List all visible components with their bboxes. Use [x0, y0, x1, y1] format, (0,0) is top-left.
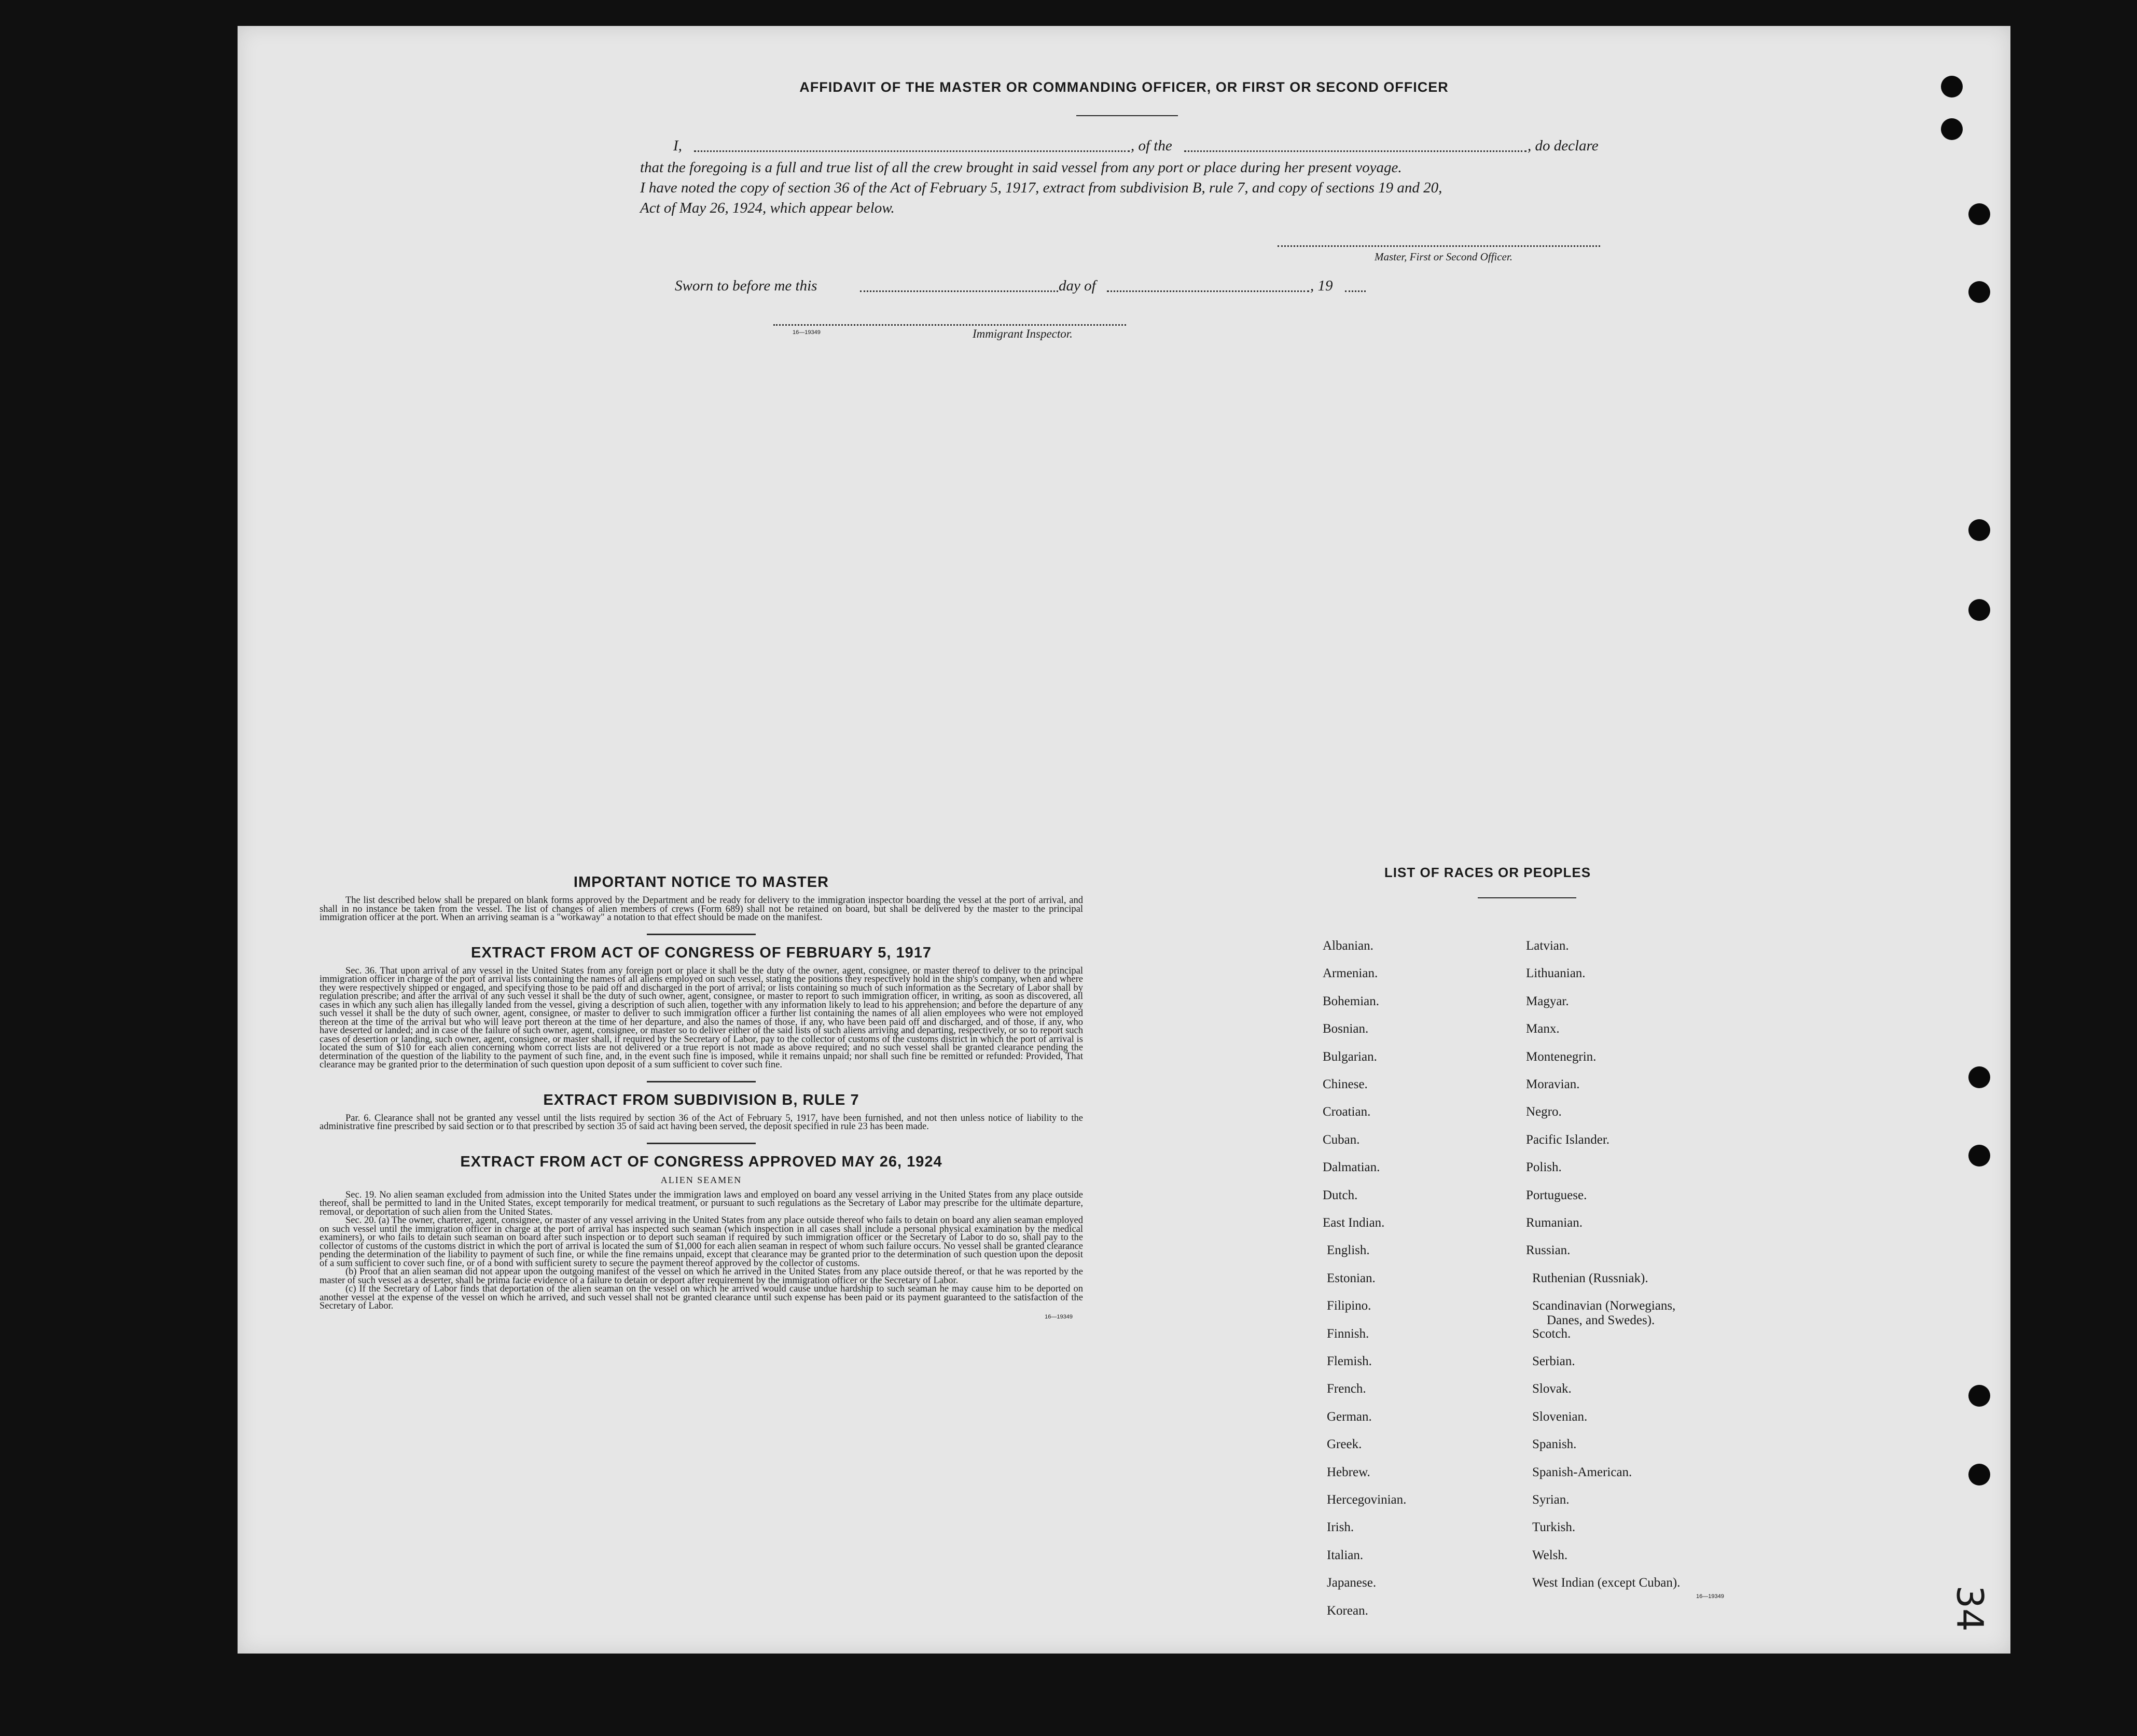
rule-7-text: Par. 6. Clearance shall not be granted any vessel until the lists required by section 36 of the Act of February 5, 1917, have been furnished, and not then unless notice of liability to the administrative fine prescribed by said section or to that prescribed by section 35 of said act having been served, the deposit specified in rule 23 has been made.: [320, 1113, 1083, 1132]
race-item: Bosnian.: [1323, 1022, 1369, 1036]
race-item: Korean.: [1327, 1603, 1368, 1618]
affidavit-i: I,: [673, 137, 682, 154]
rule-7-divider: [647, 1143, 756, 1144]
races-divider: [1478, 897, 1576, 898]
extract-1924-text: [320, 1191, 1083, 1311]
race-item: Manx.: [1526, 1022, 1560, 1036]
binder-hole: [1941, 76, 1963, 98]
binder-hole: [1968, 1145, 1990, 1166]
extract-1917-title: EXTRACT FROM ACT OF CONGRESS OF FEBRUARY 5, 1917: [470, 944, 932, 961]
sworn-month-field[interactable]: [1107, 290, 1309, 292]
vessel-field[interactable]: [1184, 150, 1527, 152]
legal-extracts: [320, 874, 1083, 1320]
race-item: Cuban.: [1323, 1132, 1360, 1147]
sec-20c-text: (c) If the Secretary of Labor finds that deportation of the alien seaman on the vessel on which he arrived would cause undue hardship to such seaman he may cause him to be deported on another vessel at the expense of the vessel on which he arrived, and such vessel shall not be granted clearance until such expense has been paid or its payment guaranteed to the satisfaction of the Secretary of Labor.: [320, 1284, 1083, 1311]
affidavit-form-number: 16—19349: [793, 329, 821, 336]
binder-hole: [1968, 281, 1990, 303]
notice-text: The list described below shall be prepared on blank forms approved by the Department and be ready for delivery to the immigration inspector boarding the vessel at the port of arrival, and shall in no instance be taken from the vessel. The list of changes of alien members of crews (Form 689) shall not be retained on board, but shall be delivered by the master to the principal immigration officer at the port. When an arriving seaman is a "workaway" a notation to that effect should be made on the manifest.: [320, 895, 1083, 923]
affidavit-title: AFFIDAVIT OF THE MASTER OR COMMANDING OFFICER, OR FIRST OR SECOND OFFICER: [799, 79, 1449, 95]
race-item: Moravian.: [1526, 1077, 1580, 1091]
race-item: Hebrew.: [1327, 1465, 1370, 1479]
race-item: Danes, and Swedes).: [1547, 1313, 1655, 1328]
notice-divider: [647, 934, 756, 935]
binder-hole: [1941, 118, 1963, 140]
binder-hole: [1968, 203, 1990, 225]
race-item: Syrian.: [1532, 1493, 1570, 1507]
race-item: Croatian.: [1323, 1105, 1371, 1119]
inspector-signature-label: Immigrant Inspector.: [973, 327, 1073, 340]
race-item: Bohemian.: [1323, 994, 1380, 1008]
race-item: Latvian.: [1526, 939, 1569, 953]
race-item: Finnish.: [1327, 1326, 1369, 1341]
document-page: [238, 26, 2010, 1654]
race-item: Slovenian.: [1532, 1409, 1588, 1424]
sworn-label: Sworn to before me this: [675, 277, 817, 294]
master-signature-label: Master, First or Second Officer.: [1375, 251, 1512, 263]
race-item: Polish.: [1526, 1160, 1562, 1175]
extract-1917-text: Sec. 36. That upon arrival of any vessel in the United States from any foreign port or place it shall be the duty of the owner, agent, consignee, or master thereof to deliver to the principal immigration officer in charge of the port of arrival lists containing the names of all aliens employed on such vessel, stating the positions they respectively hold in the ship's company, when and where they were respectively shipped or engaged, and specifying those to be paid off and discharged in the port of arrival; or lists containing so much of such information as the Secretary of Labor shall by regulation prescribe; and after the arrival of any such vessel it shall be the duty of such owner, agent, consignee, or master to report to such immigration officer, in writing, as soon as discovered, all cases in which any such alien has illegally landed from the vessel, giving a description of such alien, together with any information likely to lead to his apprehension; and before the departure of any such vessel it shall be the duty of such owner, agent, consignee, or master to deliver to such immigration officer a further list containing the names of all alien employees who were not employed thereon at the time of the arrival but who will leave port thereon at the time of her departure, and also the names of those, if any, who have been paid off and discharged, and of those, if any, who have deserted or landed; and in case of the failure of such owner, agent, consignee, or master so to deliver either of the said lists of such aliens arriving and departing, respectively, or so to report such cases of desertion or landing, such owner, agent, consignee, or master shall, if required by the Secretary of Labor, pay to the collector of customs of the customs district in which the port of arrival is located the sum of $10 for each alien concerning whom correct lists are not delivered or a true report is not made as above required; and no such vessel shall be granted clearance pending the determination of the question of the liability to the payment of such fine, and, in the event such fine is imposed, while it remains unpaid; nor shall such fine be remitted or refunded: Provided, That clearance may be granted prior to the determination of such question upon deposit of a sum sufficient to cover such fine.: [320, 965, 1083, 1070]
race-item: Ruthenian (Russniak).: [1532, 1271, 1648, 1285]
race-item: Slovak.: [1532, 1382, 1572, 1396]
race-item: Scotch.: [1532, 1326, 1571, 1341]
inspector-signature-line[interactable]: [773, 324, 1126, 326]
page-number: 34: [1948, 1585, 1991, 1632]
races-form-number: 16—19349: [1696, 1593, 1724, 1600]
race-item: Chinese.: [1323, 1077, 1368, 1091]
races-title: LIST OF RACES OR PEOPLES: [1384, 865, 1591, 880]
race-item: Spanish.: [1532, 1437, 1577, 1452]
day-of-label: day of: [1059, 277, 1096, 294]
race-item: Greek.: [1327, 1437, 1362, 1452]
notice-title: IMPORTANT NOTICE TO MASTER: [573, 874, 829, 891]
race-item: Hercegovinian.: [1327, 1493, 1407, 1507]
alien-seamen-subtitle: ALIEN SEAMEN: [660, 1174, 742, 1185]
extract-1917-divider: [647, 1081, 756, 1082]
race-item: Dutch.: [1323, 1188, 1358, 1202]
race-item: West Indian (except Cuban).: [1532, 1576, 1681, 1590]
extract-1924-title: EXTRACT FROM ACT OF CONGRESS APPROVED MAY 26, 1924: [460, 1153, 942, 1170]
race-item: Filipino.: [1327, 1299, 1371, 1313]
race-item: English.: [1327, 1243, 1370, 1258]
race-item: Scandinavian (Norwegians,: [1532, 1299, 1676, 1313]
race-item: German.: [1327, 1409, 1372, 1424]
affidavit-line-2: that the foregoing is a full and true list of all the crew brought in said vessel from any port or place during her present voyage.: [640, 159, 1402, 176]
affidavit-of-the: , of the: [1131, 137, 1172, 154]
affidavit-line-4: Act of May 26, 1924, which appear below.: [640, 200, 895, 216]
race-item: Negro.: [1526, 1105, 1562, 1119]
race-item: French.: [1327, 1382, 1366, 1396]
name-field[interactable]: [694, 150, 1130, 152]
sworn-day-field[interactable]: [860, 290, 1058, 292]
race-item: Italian.: [1327, 1548, 1364, 1562]
race-item: Irish.: [1327, 1520, 1354, 1535]
race-item: Serbian.: [1532, 1354, 1575, 1368]
binder-hole: [1968, 599, 1990, 621]
extract-form-number: 16—19349: [1045, 1313, 1073, 1320]
race-item: Turkish.: [1532, 1520, 1576, 1535]
race-item: Dalmatian.: [1323, 1160, 1380, 1175]
sec-19-text: Sec. 19. No alien seaman excluded from admission into the United States under the immigration laws and employed on board any vessel arriving in the United States from any place outside thereof, shall be permitted to land in the United States, except temporarily for medical treatment, or pursuant to such regulations as the Secretary of Labor may prescribe for the ultimate departure, removal, or deportation of such alien from the United States.: [320, 1189, 1083, 1217]
binder-hole: [1968, 1385, 1990, 1407]
race-item: Armenian.: [1323, 966, 1378, 981]
race-item: Russian.: [1526, 1243, 1571, 1258]
binder-hole: [1968, 519, 1990, 541]
affidavit-do-declare: , do declare: [1528, 137, 1599, 154]
master-signature-line[interactable]: [1278, 245, 1600, 247]
sworn-year-field[interactable]: [1345, 290, 1366, 292]
race-item: Magyar.: [1526, 994, 1569, 1008]
sec-20b-text: (b) Proof that an alien seaman did not appear upon the outgoing manifest of the vessel on which he arrived in the United States from any place outside thereof, or that he was reported by the master of such vessel as a deserter, shall be prima facie evidence of a failure to detain or deport after requirement by the immigration officer or the Secretary of Labor.: [320, 1267, 1083, 1286]
race-item: Japanese.: [1327, 1576, 1377, 1590]
sec-20a-text: Sec. 20. (a) The owner, charterer, agent, consignee, or master of any vessel arriving in the United States from any place outside thereof who fails to detain on board any alien seaman employed on such vessel until the immigration officer in charge at the port of arrival has inspected such seaman (which inspection in all cases shall include a personal physical examination by the medical examiners), or who fails to detain such seaman on board after such inspection or to deport such seaman if required by such immigration officer or the Secretary of Labor to do so, shall pay to the collector of customs of the customs district in which the port of arrival is located the sum of $1,000 for each alien seaman in respect of whom such failure occurs. No vessel shall be granted clearance pending the determination of the liability to payment of such fine, or while the fine remains unpaid, except that clearance may be granted prior to the determination of such question upon the deposit of a sum sufficient to cover such fine, or of a bond with sufficient surety to secure the payment thereof approved by the collector of customs.: [320, 1215, 1083, 1269]
race-item: Montenegrin.: [1526, 1049, 1597, 1064]
binder-hole: [1968, 1464, 1990, 1485]
race-item: Spanish-American.: [1532, 1465, 1632, 1479]
race-item: Bulgarian.: [1323, 1049, 1377, 1064]
race-item: Portuguese.: [1526, 1188, 1587, 1202]
race-item: Flemish.: [1327, 1354, 1372, 1368]
race-item: Pacific Islander.: [1526, 1132, 1610, 1147]
race-item: East Indian.: [1323, 1216, 1385, 1230]
race-item: Rumanian.: [1526, 1216, 1583, 1230]
race-item: Welsh.: [1532, 1548, 1568, 1562]
race-item: Albanian.: [1323, 939, 1373, 953]
year-label: , 19: [1310, 277, 1333, 294]
title-divider: [1076, 115, 1178, 116]
binder-hole: [1968, 1066, 1990, 1088]
affidavit-line-3: I have noted the copy of section 36 of the Act of February 5, 1917, extract from subdivision B, rule 7, and copy of sections 19 and 20,: [640, 179, 1442, 196]
race-item: Estonian.: [1327, 1271, 1376, 1285]
race-item: Lithuanian.: [1526, 966, 1586, 981]
rule-7-title: EXTRACT FROM SUBDIVISION B, RULE 7: [543, 1091, 859, 1108]
